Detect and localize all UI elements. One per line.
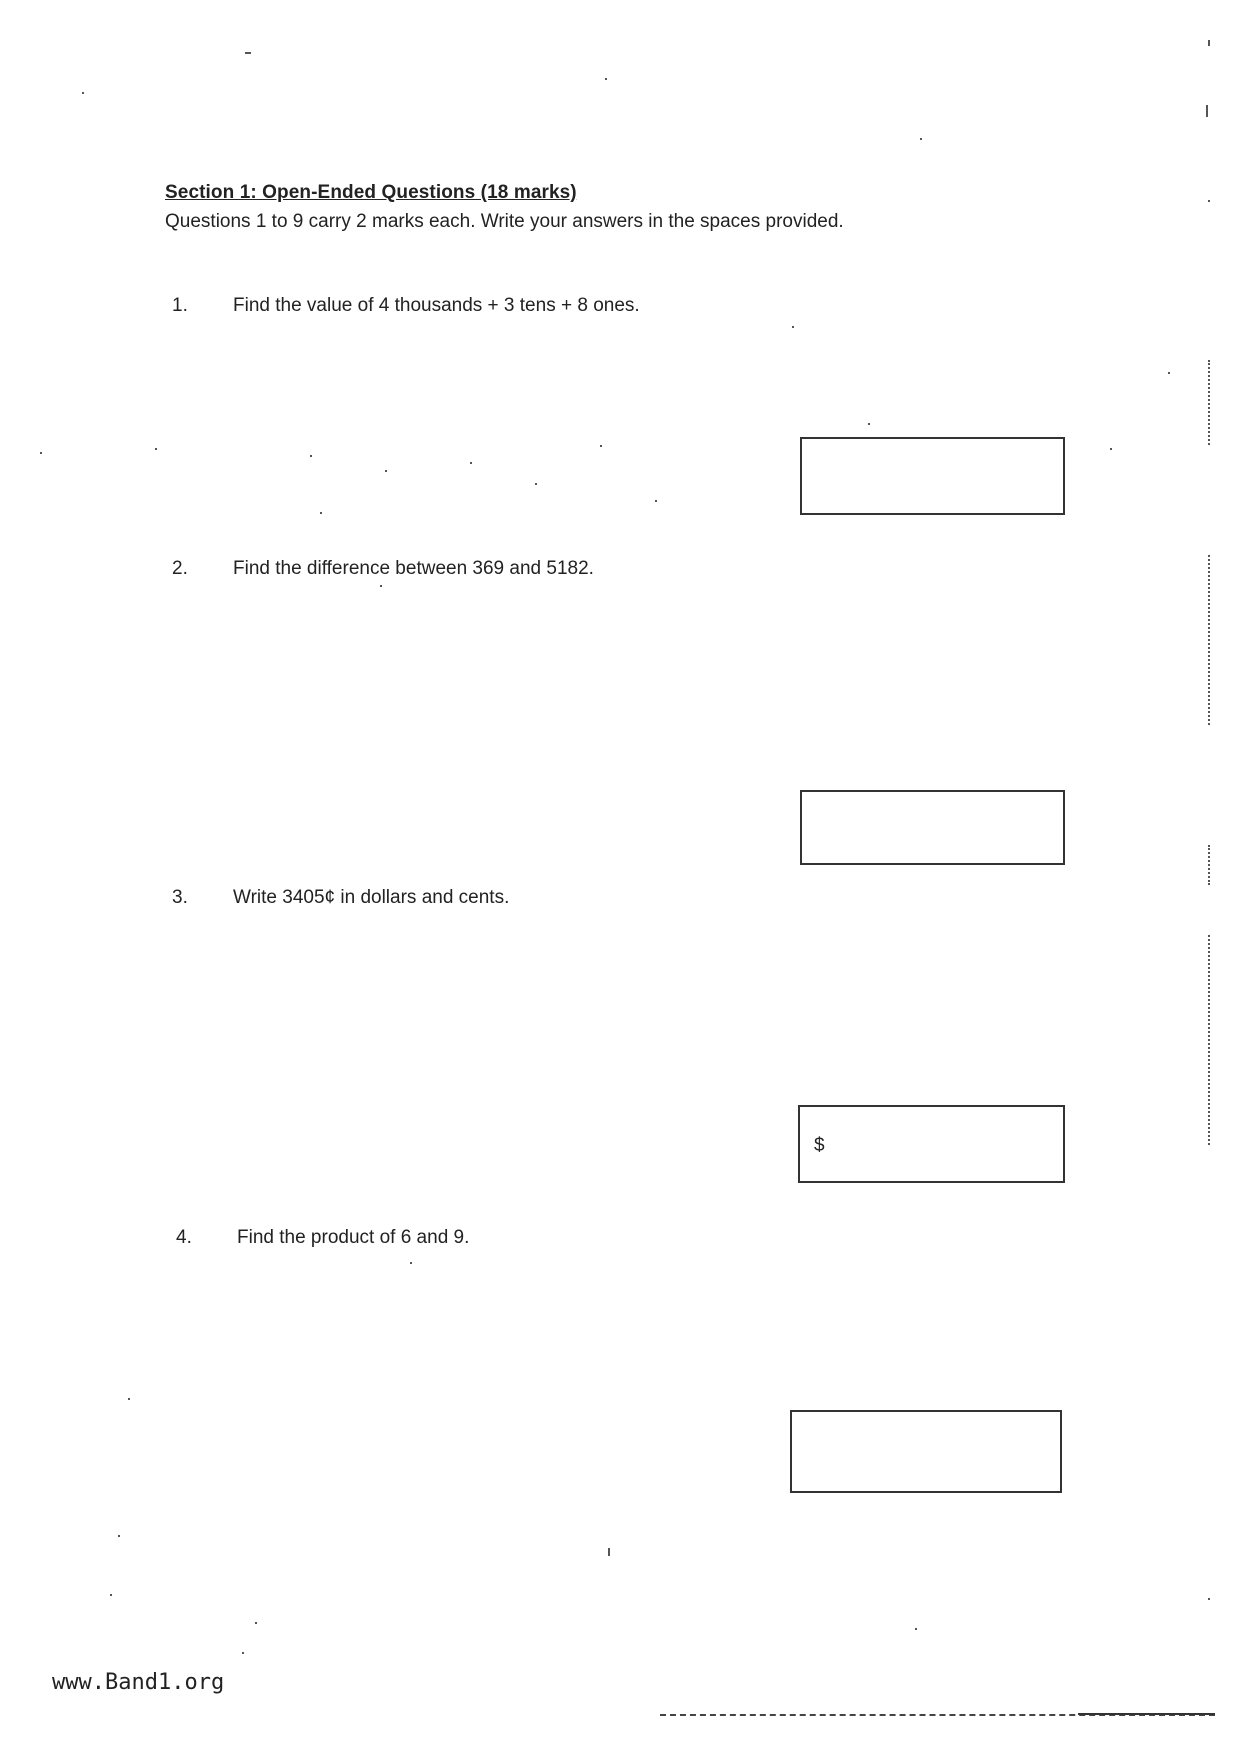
section-instructions: Questions 1 to 9 carry 2 marks each. Write your answers in the spaces provided. [165,211,844,232]
section-heading: Section 1: Open-Ended Questions (18 marks) [165,182,577,203]
scan-speck [110,1594,112,1596]
scan-speck [605,78,607,80]
question-2-text: Find the difference between 369 and 5182. [233,558,594,579]
scan-speck [118,1535,120,1537]
scan-speck [920,138,922,140]
question-4-text: Find the product of 6 and 9. [237,1227,470,1248]
scan-speck [410,1262,412,1264]
scan-speck [470,462,472,464]
scan-speck [792,326,794,328]
scan-speck [242,1652,244,1654]
scan-speck [1206,105,1208,117]
footer-url: www.Band1.org [52,1670,225,1695]
scan-speck [1208,40,1210,46]
margin-rule-segment [1208,360,1210,445]
scan-speck [385,470,387,472]
margin-rule-segment [1208,935,1210,1145]
question-1-number: 1. [172,295,188,316]
scan-speck [655,500,657,502]
question-3-answer-box[interactable] [798,1105,1065,1183]
scan-speck [915,1628,917,1630]
margin-rule-segment [1208,845,1210,885]
question-2-number: 2. [172,558,188,579]
dollar-sign-prefix: $ [814,1135,825,1156]
scan-speck [320,512,322,514]
scan-speck [1208,1598,1210,1600]
question-1-answer-box[interactable] [800,437,1065,515]
scan-speck [535,483,537,485]
scan-speck [1168,372,1170,374]
scan-speck [600,445,602,447]
question-4-answer-box[interactable] [790,1410,1062,1493]
footer-solid-rule [1078,1713,1215,1715]
question-2-answer-box[interactable] [800,790,1065,865]
question-4-number: 4. [176,1227,192,1248]
scan-speck [868,423,870,425]
question-3-text: Write 3405¢ in dollars and cents. [233,887,510,908]
scan-speck [82,92,84,94]
scan-speck [608,1548,610,1556]
question-3-number: 3. [172,887,188,908]
scan-speck [40,452,42,454]
question-1-text: Find the value of 4 thousands + 3 tens + 8 ones. [233,295,640,316]
margin-rule-segment [1208,555,1210,725]
scan-speck [380,585,382,587]
scan-speck [155,448,157,450]
scan-speck [1110,448,1112,450]
scan-speck [255,1622,257,1624]
scan-speck [128,1398,130,1400]
scan-speck [310,455,312,457]
scan-speck [1208,200,1210,202]
scan-speck [245,52,251,54]
